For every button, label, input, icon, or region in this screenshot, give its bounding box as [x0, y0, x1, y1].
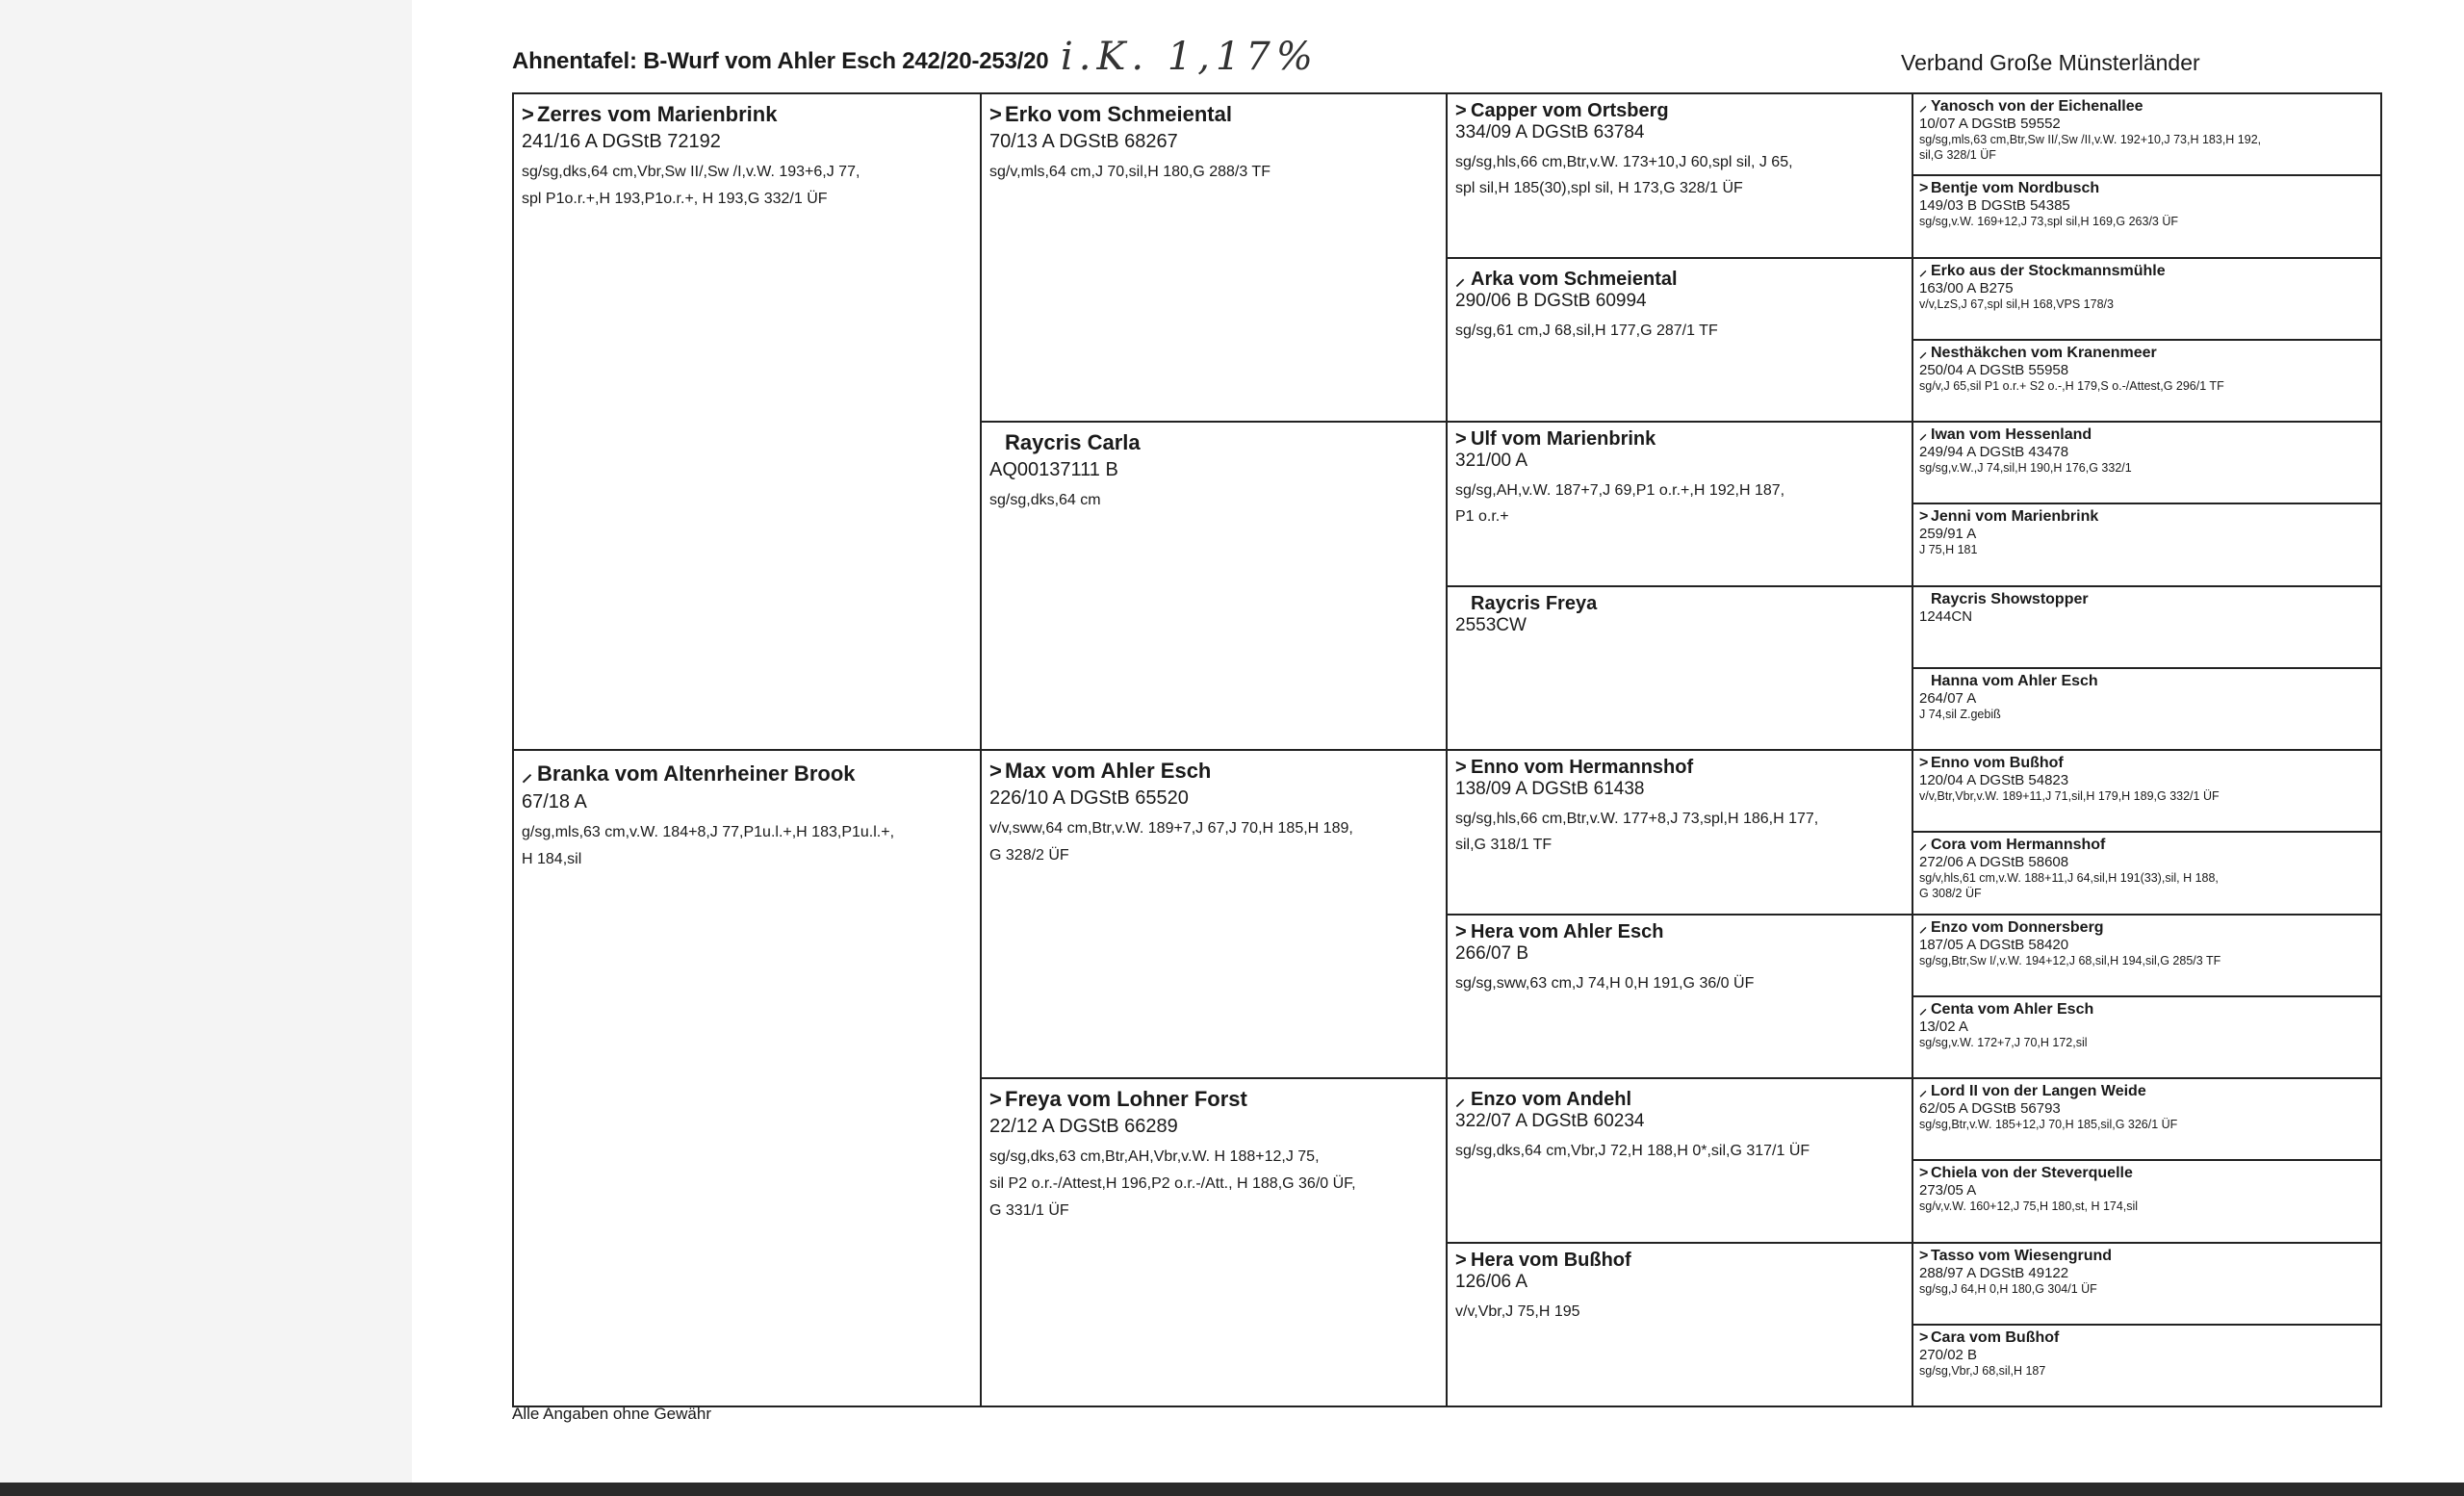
ancestor-name-text: Branka vom Altenrheiner Brook [537, 761, 856, 786]
ancestor-cell-gen4 [1912, 667, 2382, 751]
ancestor-info-line: sg/sg,Vbr,J 68,sil,H 187 [1919, 1364, 2046, 1378]
ancestor-registration: 149/03 B DGStB 54385 [1919, 197, 2070, 214]
ancestor-name-text: Raycris Carla [1005, 430, 1141, 454]
ancestor-registration: 126/06 A [1455, 1272, 1528, 1292]
ancestor-cell-gen4 [1912, 503, 2382, 587]
ancestor-info-line: v/v,sww,64 cm,Btr,v.W. 189+7,J 67,J 70,H 185,H 189, [989, 820, 1353, 837]
ancestor-registration: 266/07 B [1455, 943, 1529, 964]
ancestor-registration: AQ00137111 B [989, 459, 1118, 480]
ancestor-mark: > [1919, 1329, 1929, 1346]
ancestor-name-text: Zerres vom Marienbrink [537, 102, 778, 126]
ancestor-info-line: sg/sg,AH,v.W. 187+7,J 69,P1 o.r.+,H 192,H 187, [1455, 482, 1785, 499]
ancestor-cell-gen2 [980, 92, 1448, 423]
ancestor-mark: > [1455, 757, 1467, 778]
ancestor-cell-gen4 [1912, 92, 2382, 176]
ancestor-name-text: Yanosch von der Eichenallee [1931, 98, 2143, 115]
ancestor-info-line: sg/sg,v.W.,J 74,sil,H 190,H 176,G 332/1 [1919, 461, 2132, 475]
ancestor-cell-gen4 [1912, 1159, 2382, 1244]
ancestor-info-line: sg/sg,v.W. 172+7,J 70,H 172,sil [1919, 1036, 2088, 1049]
ancestor-name [1455, 1250, 1904, 1272]
ancestor-name-text: Bentje vom Nordbusch [1931, 180, 2100, 196]
ancestor-name [1455, 921, 1904, 943]
ancestor-name-text: Iwan vom Hessenland [1931, 426, 2092, 443]
ancestor-info-line: v/v,LzS,J 67,spl sil,H 168,VPS 178/3 [1919, 297, 2114, 311]
scan-edge [0, 1483, 2464, 1496]
ancestor-cell-gen3 [1446, 257, 1913, 423]
ancestor-name-text: Arka vom Schmeiental [1471, 269, 1678, 290]
ancestor-mark: > [1919, 1248, 1929, 1264]
ancestor-name [989, 430, 1438, 455]
ancestor-name-text: Hanna vom Ahler Esch [1931, 673, 2098, 689]
ancestor-name [1919, 755, 2374, 772]
ancestor-name [1919, 1083, 2374, 1100]
ancestor-name [1919, 98, 2374, 116]
ancestor-mark: > [1919, 1165, 1929, 1181]
ancestor-cell-gen3 [1446, 1242, 1913, 1407]
ancestor-name-text: Hera vom Bußhof [1471, 1250, 1631, 1271]
ancestor-name-text: Enno vom Hermannshof [1471, 757, 1694, 778]
ancestor-name [1919, 180, 2374, 197]
ancestor-cell-gen1 [512, 92, 982, 751]
ancestor-name [1919, 263, 2374, 280]
ancestor-name-text: Enzo vom Donnersberg [1931, 919, 2104, 936]
ancestor-registration: 241/16 A DGStB 72192 [522, 131, 721, 152]
ancestor-mark: ⸝ [522, 761, 533, 786]
ancestor-info-line: sil P2 o.r.-/Attest,H 196,P2 o.r.-/Att., H 188,G 36/0 ÜF, [989, 1175, 1356, 1192]
ancestor-cell-gen4 [1912, 421, 2382, 504]
ancestor-cell-gen2 [980, 421, 1448, 751]
organization-name: Verband Große Münsterländer [1901, 50, 2200, 75]
ancestor-name [522, 102, 972, 127]
ancestor-registration: 250/04 A DGStB 55958 [1919, 362, 2069, 378]
ancestor-registration: 10/07 A DGStB 59552 [1919, 116, 2061, 132]
ancestor-registration: 290/06 B DGStB 60994 [1455, 291, 1647, 311]
ancestor-name-text: Tasso vom Wiesengrund [1931, 1248, 2113, 1264]
ancestor-info-line: H 184,sil [522, 851, 582, 867]
ancestor-name [1919, 837, 2374, 854]
ancestor-name [1919, 508, 2374, 526]
ancestor-registration: 226/10 A DGStB 65520 [989, 787, 1189, 809]
ancestor-cell-gen3 [1446, 92, 1913, 259]
ancestor-registration: 288/97 A DGStB 49122 [1919, 1265, 2069, 1281]
ancestor-mark: ⸝ [1919, 837, 1928, 853]
ancestor-cell-gen4 [1912, 749, 2382, 833]
ancestor-mark: ⸝ [1919, 345, 1928, 361]
ancestor-info-line: J 74,sil Z.gebiß [1919, 708, 2001, 721]
disclaimer: Alle Angaben ohne Gewähr [512, 1405, 711, 1423]
ancestor-info-line: sg/v,v.W. 160+12,J 75,H 180,st, H 174,sil [1919, 1199, 2139, 1213]
ancestor-info-line: sg/sg,dks,64 cm,Vbr,J 72,H 188,H 0*,sil,G 317/1 ÜF [1455, 1143, 1810, 1159]
ancestor-mark: ⸝ [1919, 98, 1928, 115]
ancestor-name-text: Chiela von der Steverquelle [1931, 1165, 2133, 1181]
ancestor-registration: 67/18 A [522, 791, 587, 812]
page-title: Ahnentafel: B-Wurf vom Ahler Esch 242/20-253/20 [512, 48, 1049, 74]
ancestor-registration: 62/05 A DGStB 56793 [1919, 1100, 2061, 1117]
ancestor-info-line: sg/v,J 65,sil P1 o.r.+ S2 o.-,H 179,S o.-/Attest,G 296/1 TF [1919, 379, 2224, 393]
ancestor-name [1919, 426, 2374, 444]
ancestor-info-line: sg/sg,hls,66 cm,Btr,v.W. 173+10,J 60,spl sil, J 65, [1455, 154, 1793, 170]
ancestor-name [1919, 673, 2374, 690]
ancestor-mark: > [1455, 921, 1467, 942]
ancestor-info-line: sg/v,hls,61 cm,v.W. 188+11,J 64,sil,H 191(33),sil, H 188, [1919, 871, 2219, 885]
ancestor-info-line: sg/sg,dks,63 cm,Btr,AH,Vbr,v.W. H 188+12,J 75, [989, 1148, 1320, 1165]
ancestor-cell-gen4 [1912, 914, 2382, 997]
ancestor-mark: ⸝ [1919, 1001, 1928, 1018]
ancestor-name-text: Enno vom Bußhof [1931, 755, 2064, 771]
ancestor-cell-gen4 [1912, 174, 2382, 259]
ancestor-registration: 321/00 A [1455, 451, 1528, 471]
ancestor-info-line: sg/sg,v.W. 169+12,J 73,spl sil,H 169,G 263/3 ÜF [1919, 215, 2179, 228]
ancestor-name [1455, 265, 1904, 291]
ancestor-name [1919, 1248, 2374, 1265]
ancestor-name [989, 102, 1438, 127]
ancestor-name [1455, 593, 1904, 615]
ancestor-info-line: sg/sg,hls,66 cm,Btr,v.W. 177+8,J 73,spl,H 186,H 177, [1455, 811, 1819, 827]
ancestor-info-line: sg/sg,sww,63 cm,J 74,H 0,H 191,G 36/0 ÜF [1455, 975, 1755, 992]
ancestor-info-line: sg/sg,61 cm,J 68,sil,H 177,G 287/1 TF [1455, 322, 1718, 339]
ancestor-info-line: J 75,H 181 [1919, 543, 1978, 556]
ancestor-name-text: Raycris Freya [1471, 593, 1598, 614]
ancestor-cell-gen4 [1912, 1077, 2382, 1161]
ancestor-name [1919, 919, 2374, 937]
ancestor-registration: 120/04 A DGStB 54823 [1919, 772, 2069, 788]
ancestor-mark: > [1919, 508, 1929, 525]
ancestor-info-line: g/sg,mls,63 cm,v.W. 184+8,J 77,P1u.l.+,H 183,P1u.l.+, [522, 824, 895, 840]
ancestor-mark: ⸝ [1455, 1089, 1465, 1110]
ancestor-name-text: Freya vom Lohner Forst [1005, 1087, 1247, 1111]
ancestor-name-text: Centa vom Ahler Esch [1931, 1001, 2094, 1018]
pedigree-table [512, 92, 2382, 1406]
ancestor-registration: 272/06 A DGStB 58608 [1919, 854, 2069, 870]
ancestor-mark: > [1455, 100, 1467, 121]
ancestor-cell-gen1 [512, 749, 982, 1407]
ancestor-registration: 273/05 A [1919, 1182, 1977, 1199]
ancestor-cell-gen2 [980, 1077, 1448, 1407]
ancestor-cell-gen4 [1912, 831, 2382, 916]
ancestor-cell-gen2 [980, 749, 1448, 1079]
ancestor-info-line: G 328/2 ÜF [989, 847, 1069, 864]
ancestor-info-line: spl sil,H 185(30),spl sil, H 173,G 328/1 ÜF [1455, 180, 1743, 196]
ancestor-mark: ⸝ [1919, 263, 1928, 279]
ancestor-name [1455, 428, 1904, 451]
ancestor-info-line: sg/sg,dks,64 cm [989, 492, 1101, 508]
ancestor-mark: > [1919, 180, 1929, 196]
ancestor-cell-gen3 [1446, 421, 1913, 587]
ancestor-name-text: Ulf vom Marienbrink [1471, 428, 1656, 450]
ancestor-name-text: Enzo vom Andehl [1471, 1089, 1632, 1110]
ancestor-cell-gen4 [1912, 995, 2382, 1079]
ancestor-name-text: Cora vom Hermannshof [1931, 837, 2106, 853]
ancestor-cell-gen3 [1446, 749, 1913, 916]
ancestor-cell-gen4 [1912, 339, 2382, 423]
ancestor-name-text: Jenni vom Marienbrink [1931, 508, 2099, 525]
ancestor-registration: 264/07 A [1919, 690, 1977, 707]
ancestor-info-line: v/v,Btr,Vbr,v.W. 189+11,J 71,sil,H 179,H 189,G 332/1 ÜF [1919, 789, 2220, 803]
ancestor-registration: 270/02 B [1919, 1347, 1978, 1363]
ancestor-info-line: P1 o.r.+ [1455, 508, 1509, 525]
ancestor-name [1455, 100, 1904, 122]
ancestor-registration: 187/05 A DGStB 58420 [1919, 937, 2069, 953]
ancestor-name [1919, 1001, 2374, 1019]
ancestor-info-line: sg/sg,mls,63 cm,Btr,Sw II/,Sw /II,v.W. 192+10,J 73,H 183,H 192, [1919, 133, 2262, 146]
ancestor-registration: 2553CW [1455, 615, 1527, 635]
ancestor-registration: 322/07 A DGStB 60234 [1455, 1111, 1645, 1131]
ancestor-registration: 1244CN [1919, 608, 1973, 625]
ancestor-name [989, 759, 1438, 784]
ancestor-mark: ⸝ [1455, 269, 1465, 290]
ancestor-name [1919, 591, 2374, 608]
ancestor-cell-gen4 [1912, 1242, 2382, 1326]
ancestor-name-text: Lord II von der Langen Weide [1931, 1083, 2146, 1099]
ancestor-cell-gen3 [1446, 585, 1913, 751]
ancestor-name-text: Erko aus der Stockmannsmühle [1931, 263, 2166, 279]
ancestor-name-text: Capper vom Ortsberg [1471, 100, 1669, 121]
ancestor-name [1919, 1329, 2374, 1347]
ancestor-mark: > [1455, 1250, 1467, 1271]
ancestor-mark: > [989, 102, 1002, 126]
ancestor-mark: > [989, 1087, 1002, 1111]
ancestor-name-text: Erko vom Schmeiental [1005, 102, 1232, 126]
ancestor-cell-gen4 [1912, 585, 2382, 669]
ancestor-name-text: Max vom Ahler Esch [1005, 759, 1212, 783]
ancestor-info-line: sg/sg,J 64,H 0,H 180,G 304/1 ÜF [1919, 1282, 2097, 1296]
ancestor-info-line: G 308/2 ÜF [1919, 887, 1982, 900]
ancestor-mark: > [989, 759, 1002, 783]
ancestor-name [1919, 1165, 2374, 1182]
ancestor-name [1455, 1085, 1904, 1111]
ancestor-mark: ⸝ [1919, 426, 1928, 443]
ancestor-registration: 163/00 A B275 [1919, 280, 2014, 297]
ancestor-name-text: Raycris Showstopper [1931, 591, 2089, 607]
ancestor-registration: 334/09 A DGStB 63784 [1455, 122, 1645, 142]
ancestor-info-line: sil,G 328/1 ÜF [1919, 148, 1996, 162]
ancestor-name [989, 1087, 1438, 1112]
handwritten-note: i.K. 1,17% [1061, 35, 1319, 79]
ancestor-mark: > [1919, 755, 1929, 771]
ancestor-info-line: G 331/1 ÜF [989, 1202, 1069, 1219]
ancestor-name-text: Hera vom Ahler Esch [1471, 921, 1664, 942]
ancestor-info-line: spl P1o.r.+,H 193,P1o.r.+, H 193,G 332/1 ÜF [522, 191, 828, 207]
ancestor-info-line: sg/v,mls,64 cm,J 70,sil,H 180,G 288/3 TF [989, 164, 1270, 180]
ancestor-registration: 70/13 A DGStB 68267 [989, 131, 1178, 152]
ancestor-cell-gen3 [1446, 914, 1913, 1079]
ancestor-name-text: Nesthäkchen vom Kranenmeer [1931, 345, 2157, 361]
ancestor-registration: 249/94 A DGStB 43478 [1919, 444, 2069, 460]
ancestor-cell-gen3 [1446, 1077, 1913, 1244]
scan-margin [0, 0, 412, 1496]
ancestor-name [1455, 757, 1904, 779]
ancestor-mark: > [522, 102, 534, 126]
ancestor-info-line: v/v,Vbr,J 75,H 195 [1455, 1303, 1580, 1320]
ancestor-registration: 259/91 A [1919, 526, 1977, 542]
ancestor-registration: 13/02 A [1919, 1019, 1968, 1035]
ancestor-info-line: sg/sg,Btr,v.W. 185+12,J 70,H 185,sil,G 326/1 ÜF [1919, 1118, 2178, 1131]
ancestor-info-line: sil,G 318/1 TF [1455, 837, 1553, 853]
ancestor-mark: ⸝ [1919, 1083, 1928, 1099]
ancestor-info-line: sg/sg,Btr,Sw I/,v.W. 194+12,J 68,sil,H 194,sil,G 285/3 TF [1919, 954, 2221, 967]
ancestor-registration: 22/12 A DGStB 66289 [989, 1116, 1178, 1137]
ancestor-cell-gen4 [1912, 257, 2382, 341]
ancestor-mark: ⸝ [1919, 919, 1928, 936]
ancestor-name [522, 759, 972, 787]
ancestor-name-text: Cara vom Bußhof [1931, 1329, 2060, 1346]
ancestor-name [1919, 345, 2374, 362]
ancestor-info-line: sg/sg,dks,64 cm,Vbr,Sw II/,Sw /I,v.W. 193+6,J 77, [522, 164, 860, 180]
ancestor-mark: > [1455, 428, 1467, 450]
ancestor-cell-gen4 [1912, 1324, 2382, 1407]
ancestor-registration: 138/09 A DGStB 61438 [1455, 779, 1645, 799]
